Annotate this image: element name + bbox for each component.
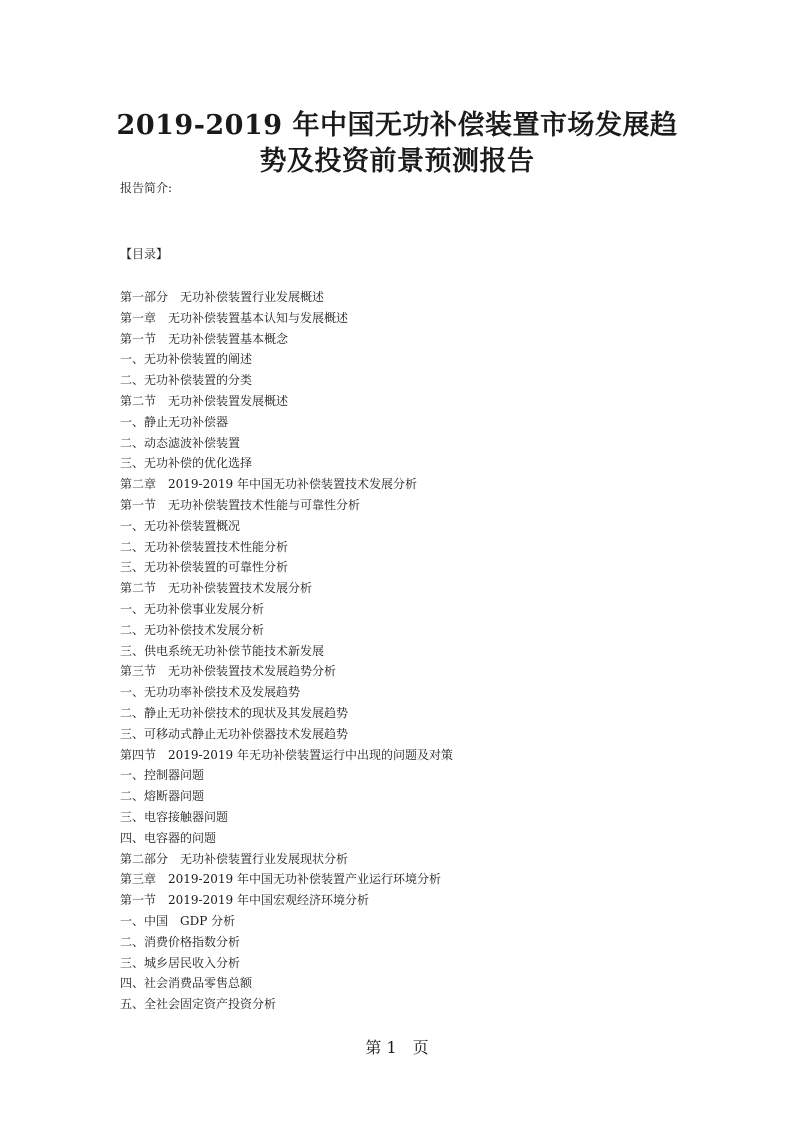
toc-item: 一、无功功率补偿技术及发展趋势: [120, 685, 301, 700]
page-number: 第 1 页: [365, 1038, 429, 1057]
toc-item: 二、无功补偿装置技术性能分析: [120, 539, 289, 554]
toc-item: 一、静止无功补偿器: [120, 414, 229, 429]
toc-item: 第一部分 无功补偿装置行业发展概述: [120, 290, 325, 304]
toc-item: 三、无功补偿装置的可靠性分析: [120, 560, 289, 575]
toc-item: 四、社会消费品零售总额: [120, 976, 253, 991]
toc-item: 三、电容接触器问题: [120, 809, 229, 824]
toc-item: 第一节 2019-2019 年中国宏观经济环境分析: [120, 893, 369, 908]
toc-item: 三、无功补偿的优化选择: [120, 456, 253, 471]
toc-item: 五、全社会固定资产投资分析: [120, 997, 277, 1012]
toc-item: 第二部分 无功补偿装置行业发展现状分析: [120, 851, 349, 866]
toc-item: 二、动态滤波补偿装置: [120, 435, 241, 450]
toc-item: 第四节 2019-2019 年无功补偿装置运行中出现的问题及对策: [120, 747, 453, 762]
toc-item: 二、静止无功补偿技术的现状及其发展趋势: [120, 705, 349, 720]
table-of-contents: [120, 287, 680, 1015]
toc-item: 第一节 无功补偿装置技术性能与可靠性分析: [120, 497, 361, 512]
toc-item: 一、无功补偿装置概况: [120, 518, 241, 533]
report-title-line2: 势及投资前景预测报告: [259, 146, 535, 177]
toc-item: 第二节 无功补偿装置发展概述: [120, 393, 289, 408]
toc-item: 二、消费价格指数分析: [120, 934, 241, 949]
toc-item: 第三节 无功补偿装置技术发展趋势分析: [120, 664, 337, 679]
toc-item: 三、可移动式静止无功补偿器技术发展趋势: [120, 726, 349, 741]
toc-item: 第一节 无功补偿装置基本概念: [120, 331, 289, 346]
toc-item: 第三章 2019-2019 年中国无功补偿装置产业运行环境分析: [120, 872, 441, 887]
toc-item: 三、城乡居民收入分析: [120, 955, 241, 970]
toc-item: 二、无功补偿技术发展分析: [120, 622, 265, 637]
toc-item: 一、控制器问题: [120, 768, 205, 783]
toc-item: 四、电容器的问题: [120, 830, 217, 845]
toc-heading: 【目录】: [120, 247, 169, 261]
toc-item: 二、无功补偿装置的分类: [120, 373, 253, 388]
toc-item: 一、无功补偿装置的阐述: [120, 352, 253, 367]
report-intro-label: 报告简介:: [120, 181, 173, 195]
toc-item: 一、无功补偿事业发展分析: [120, 601, 265, 616]
report-title-line1: 2019-2019 年中国无功补偿装置市场发展趋: [116, 110, 678, 141]
toc-item: 一、中国 GDP 分析: [120, 913, 236, 928]
toc-item: 二、熔断器问题: [120, 789, 205, 804]
toc-item: 三、供电系统无功补偿节能技术新发展: [120, 643, 325, 658]
toc-item: 第二节 无功补偿装置技术发展分析: [120, 581, 313, 596]
toc-item: 第一章 无功补偿装置基本认知与发展概述: [120, 310, 349, 325]
toc-item: 第二章 2019-2019 年中国无功补偿装置技术发展分析: [120, 477, 417, 492]
